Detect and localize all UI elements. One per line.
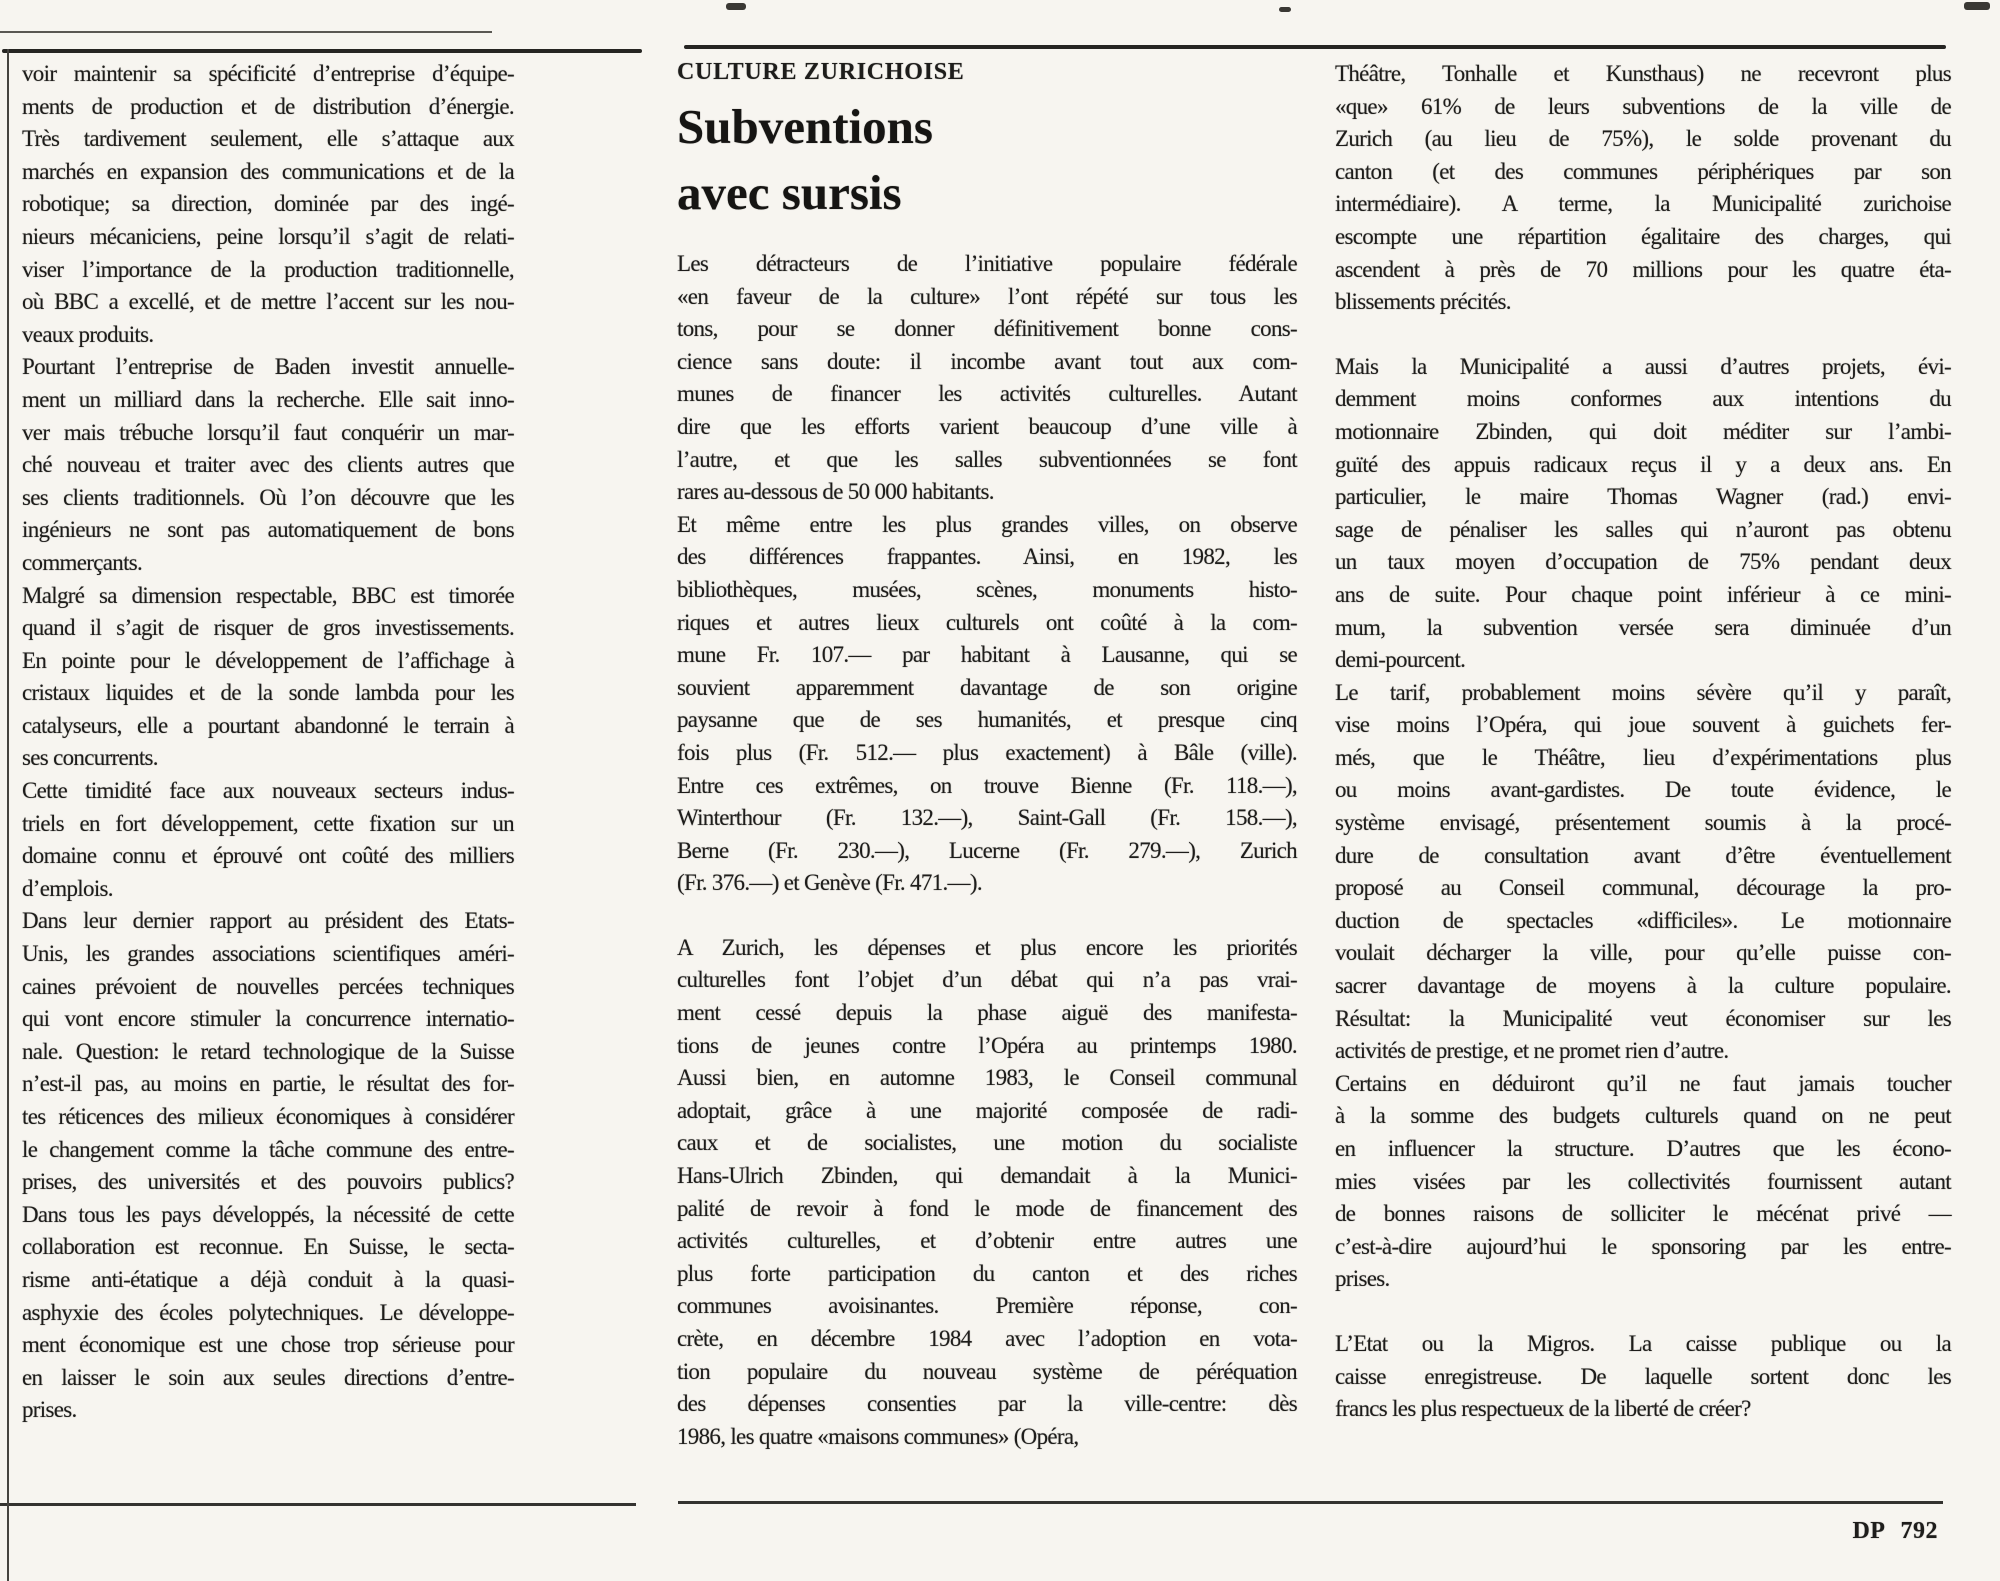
text-line: demi-pourcent. (1335, 647, 1466, 673)
paragraph (1335, 58, 1951, 319)
bottom-rule-left (0, 1503, 636, 1506)
paragraph (1335, 351, 1951, 677)
text-line: plus forte participation du canton et des riches (677, 1260, 1297, 1286)
text-line: ans de suite. Pour chaque point inférieur à ce mini- (1335, 581, 1951, 607)
text-line: ver mais trébuche lorsqu’il faut conquérir un mar- (22, 419, 514, 445)
paragraph (1335, 1068, 1951, 1296)
text-line: domaine connu et éprouvé ont coûté des milliers (22, 843, 514, 869)
text-line: quand il s’agit de risquer de gros investissements. (22, 615, 514, 641)
text-line: En pointe pour le développement de l’affichage à (22, 647, 514, 673)
text-line: tions de jeunes contre l’Opéra au printemps 1980. (677, 1032, 1297, 1058)
text-line: c’est-à-dire aujourd’hui le sponsoring par les entre- (1335, 1233, 1951, 1259)
text-line: francs les plus respectueux de la liberté de créer? (1335, 1396, 1751, 1422)
text-line: en influencer la structure. D’autres que les écono- (1335, 1136, 1951, 1161)
text-line: un taux moyen d’occupation de 75% pendant deux (1335, 549, 1951, 575)
text-line: communes avoisinantes. Première réponse, con- (677, 1293, 1297, 1319)
text-line: mum, la subvention versée sera diminuée d’un (1335, 614, 1951, 640)
text-line: système envisagé, présentement soumis à la procé- (1335, 810, 1951, 836)
page-edge-line (7, 49, 9, 1581)
text-line: mies visées par les collectivités fournissent autant (1335, 1168, 1951, 1194)
paragraph (677, 509, 1297, 900)
text-line: demment moins conformes aux intentions du (1335, 386, 1951, 412)
text-line: prises, des universités et des pouvoirs publics? (22, 1169, 514, 1195)
text-line: l’autre, et que les salles subventionnées se font (677, 446, 1297, 472)
text-line: Berne (Fr. 230.—), Lucerne (Fr. 279.—), Zurich (677, 837, 1297, 863)
text-line: catalyseurs, elle a pourtant abandonné le terrain à (22, 712, 514, 738)
text-line: Cette timidité face aux nouveaux secteurs indus- (22, 778, 514, 804)
text-line: Entre ces extrêmes, on trouve Bienne (Fr. 118.—), (677, 772, 1297, 798)
text-line: ment cessé depuis la phase aiguë des manifesta- (677, 1000, 1297, 1026)
text-line: ou moins avant-gardistes. De toute évidence, le (1335, 777, 1951, 803)
text-line: cristaux liquides et de la sonde lambda pour les (22, 680, 514, 706)
text-line: risme anti-étatique a déjà conduit à la quasi- (22, 1266, 514, 1292)
text-line: Malgré sa dimension respectable, BBC est timorée (22, 582, 514, 608)
text-line: nieurs mécaniciens, peine lorsqu’il s’agit de relati- (22, 223, 514, 249)
text-line: sacrer davantage de moyens à la culture populaire. (1335, 973, 1951, 999)
scan-mark (1964, 2, 1990, 10)
text-line: veaux produits. (22, 321, 154, 347)
text-line: mune Fr. 107.— par habitant à Lausanne, qui se (677, 642, 1297, 668)
text-line: à la somme des budgets culturels quand on ne peut (1335, 1103, 1951, 1129)
text-line: n’est-il pas, au moins en partie, le résultat des for- (22, 1071, 514, 1097)
text-line: «que» 61% de leurs subventions de la ville de (1335, 93, 1951, 119)
text-line: cience sans doute: il incombe avant tout aux com- (677, 348, 1297, 374)
left-column (22, 58, 514, 1427)
text-line: crète, en décembre 1984 avec l’adoption en vota- (677, 1326, 1297, 1351)
middle-column-body (677, 248, 1297, 1453)
text-line: ses concurrents. (22, 745, 158, 771)
paragraph (677, 248, 1297, 509)
text-line: (Fr. 376.—) et Genève (Fr. 471.—). (677, 870, 982, 896)
text-line: ascendent à près de 70 millions pour les quatre éta- (1335, 256, 1951, 282)
text-line: activités culturelles, et d’obtenir entre autres une (677, 1228, 1297, 1254)
paragraph (22, 775, 514, 905)
paragraph (22, 580, 514, 776)
top-rule-left (2, 49, 642, 53)
text-line: nale. Question: le retard technologique de la Suisse (22, 1038, 514, 1064)
text-line: fois plus (Fr. 512.— plus exactement) à Bâle (ville). (677, 739, 1297, 765)
text-line: asphyxie des écoles polytechniques. Le développe- (22, 1299, 514, 1325)
text-line: Résultat: la Municipalité veut économiser sur les (1335, 1005, 1951, 1031)
text-line: paysanne que de ses humanités, et presque cinq (677, 707, 1297, 733)
text-line: blissements précités. (1335, 289, 1511, 315)
text-line: Dans tous les pays développés, la nécessité de cette (22, 1201, 514, 1227)
text-line: robotique; sa direction, dominée par des ingé- (22, 191, 514, 217)
text-line: motionnaire Zbinden, qui doit méditer sur l’ambi- (1335, 418, 1951, 444)
text-line: voulait décharger la ville, pour qu’elle puisse con- (1335, 940, 1951, 966)
text-line: culturelles font l’objet d’un débat qui n’a pas vrai- (677, 967, 1297, 993)
paragraph (22, 905, 514, 1427)
text-line: prises. (1335, 1266, 1390, 1292)
text-line: «en faveur de la culture» l’ont répété sur tous les (677, 283, 1297, 309)
text-line: escompte une répartition égalitaire des charges, qui (1335, 223, 1951, 249)
text-line: ingénieurs ne sont pas automatiquement de bons (22, 517, 514, 543)
text-line: dure de consultation avant d’être éventuellement (1335, 842, 1951, 868)
headline-line: avec sursis (677, 165, 902, 220)
text-line: Unis, les grandes associations scientifiques améri- (22, 941, 514, 967)
text-line: rares au-dessous de 50 000 habitants. (677, 479, 994, 505)
text-line: d’emplois. (22, 875, 113, 901)
text-line: Aussi bien, en automne 1983, le Conseil communal (677, 1065, 1297, 1091)
paragraph (1335, 677, 1951, 1068)
text-line: ses clients traditionnels. Où l’on découvre que les (22, 484, 514, 510)
text-line: 1986, les quatre «maisons communes» (Opéra, (677, 1423, 1079, 1449)
scan-mark (726, 3, 746, 10)
headline-line: Subventions (677, 99, 934, 154)
text-line: munes de financer les activités culturelles. Autant (677, 381, 1297, 407)
paragraph (677, 932, 1297, 1454)
text-line: prises. (22, 1397, 77, 1423)
text-line: Théâtre, Tonhalle et Kunsthaus) ne recevront plus (1335, 61, 1951, 86)
text-line: triels en fort développement, cette fixation sur un (22, 810, 514, 836)
text-line: voir maintenir sa spécificité d’entreprise d’équipe- (22, 61, 514, 86)
bottom-rule-right (678, 1501, 1943, 1504)
text-line: Mais la Municipalité a aussi d’autres projets, évi- (1335, 353, 1951, 379)
text-line: Certains en déduiront qu’il ne faut jamais toucher (1335, 1070, 1951, 1096)
text-line: Très tardivement seulement, elle s’attaque aux (22, 126, 514, 152)
text-line: le changement comme la tâche commune des entre- (22, 1136, 514, 1162)
text-line: où BBC a excellé, et de mettre l’accent sur les nou- (22, 289, 514, 315)
text-line: souvient apparemment davantage de son origine (677, 674, 1297, 700)
text-line: tons, pour se donner définitivement bonne cons- (677, 316, 1297, 342)
text-line: Zurich (au lieu de 75%), le solde provenant du (1335, 126, 1951, 152)
middle-column (677, 58, 1297, 1453)
article-headline (677, 94, 1297, 226)
text-line: ments de production et de distribution d’énergie. (22, 93, 514, 119)
text-line: des différences frappantes. Ainsi, en 1982, les (677, 544, 1297, 570)
text-line: adoptait, grâce à une majorité composée de radi- (677, 1097, 1297, 1123)
text-line: des dépenses consenties par la ville-centre: dès (677, 1391, 1297, 1417)
text-line: qui vont encore stimuler la concurrence internatio- (22, 1006, 514, 1032)
text-line: particulier, le maire Thomas Wagner (rad.) envi- (1335, 484, 1951, 510)
text-line: més, que le Théâtre, lieu d’expérimentations plus (1335, 744, 1951, 770)
text-line: palité de revoir à fond le mode de financement des (677, 1195, 1297, 1221)
text-line: marchés en expansion des communications et de la (22, 158, 514, 184)
text-line: Pourtant l’entreprise de Baden investit annuelle- (22, 354, 514, 380)
text-line: intermédiaire). A terme, la Municipalité zurichoise (1335, 191, 1951, 217)
text-line: commerçants. (22, 549, 143, 575)
text-line: canton (et des communes périphériques par son (1335, 158, 1951, 184)
text-line: en laisser le soin aux seules directions d’entre- (22, 1364, 514, 1390)
text-line: bibliothèques, musées, scènes, monuments histo- (677, 576, 1297, 602)
text-line: caisse enregistreuse. De laquelle sortent donc les (1335, 1363, 1951, 1389)
text-line: vise moins l’Opéra, qui joue souvent à guichets fer- (1335, 712, 1951, 738)
text-line: ment un milliard dans la recherche. Elle sait inno- (22, 386, 514, 412)
text-line: tes réticences des milieux économiques à considérer (22, 1104, 514, 1129)
top-rule-center-right (684, 45, 1946, 49)
paragraph (22, 58, 514, 351)
page-code: DP 792 (1852, 1518, 1938, 1544)
text-line: L’Etat ou la Migros. La caisse publique ou la (1335, 1330, 1951, 1356)
text-line: ché nouveau et traiter avec des clients autres que (22, 452, 514, 478)
text-line: activités de prestige, et ne promet rien d’autre. (1335, 1038, 1729, 1064)
right-column (1335, 58, 1951, 1426)
text-line: Winterthour (Fr. 132.—), Saint-Gall (Fr. 158.—), (677, 805, 1297, 831)
scan-mark (1279, 7, 1291, 12)
text-line: A Zurich, les dépenses et plus encore les priorités (677, 934, 1297, 960)
text-line: de bonnes raisons de solliciter le mécénat privé — (1335, 1201, 1951, 1227)
text-line: caux et de socialistes, une motion du socialiste (677, 1130, 1297, 1156)
text-line: Les détracteurs de l’initiative populaire fédérale (677, 251, 1297, 276)
text-line: tion populaire du nouveau système de péréquation (677, 1358, 1297, 1384)
text-line: Le tarif, probablement moins sévère qu’il y paraît, (1335, 679, 1951, 705)
text-line: ment économique est une chose trop sérieuse pour (22, 1332, 514, 1358)
text-line: caines prévoient de nouvelles percées techniques (22, 973, 514, 999)
text-line: sage de pénaliser les salles qui n’auront pas obtenu (1335, 516, 1951, 542)
paragraph (1335, 1328, 1951, 1426)
text-line: collaboration est reconnue. En Suisse, le secta- (22, 1234, 514, 1260)
paragraph (22, 351, 514, 579)
section-kicker: CULTURE ZURICHOISE (677, 59, 965, 85)
text-line: proposé au Conseil communal, décourage la pro- (1335, 875, 1951, 901)
text-line: viser l’importance de la production traditionnelle, (22, 256, 514, 282)
text-line: Dans leur dernier rapport au président des Etats- (22, 908, 514, 934)
text-line: dire que les efforts varient beaucoup d’une ville à (677, 413, 1297, 439)
text-line: duction de spectacles «difficiles». Le motionnaire (1335, 907, 1951, 933)
top-rule-left-thin (0, 31, 492, 33)
text-line: Hans-Ulrich Zbinden, qui demandait à la Munici- (677, 1163, 1297, 1189)
text-line: guïté des appuis radicaux reçus il y a deux ans. En (1335, 451, 1951, 477)
text-line: riques et autres lieux culturels ont coûté à la com- (677, 609, 1297, 635)
text-line: Et même entre les plus grandes villes, on observe (677, 511, 1297, 537)
